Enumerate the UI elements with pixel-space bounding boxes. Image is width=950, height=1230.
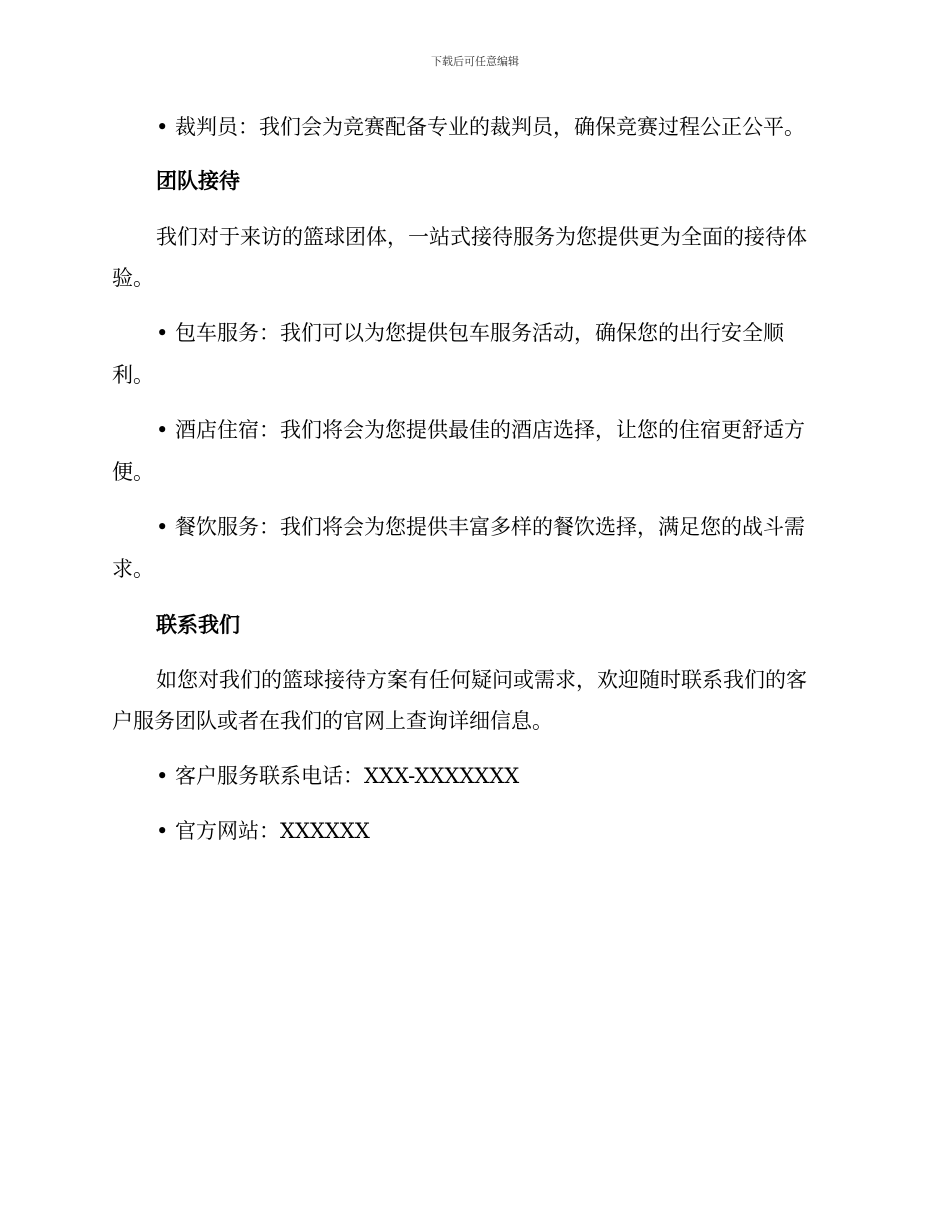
hotel-item-line1: • 酒店住宿：我们将会为您提供最佳的酒店选择，让您的住宿更舒适方 bbox=[156, 418, 806, 442]
charter-service-item-line2: 利。 bbox=[112, 363, 154, 387]
page-header: 下载后可任意编辑 bbox=[431, 55, 519, 68]
referee-item: • 裁判员：我们会为竞赛配备专业的裁判员，确保竞赛过程公正公平。 bbox=[156, 115, 806, 139]
team-reception-intro-line1: 我们对于来访的篮球团体，一站式接待服务为您提供更为全面的接待体 bbox=[156, 225, 807, 249]
team-reception-heading: 团队接待 bbox=[156, 168, 240, 193]
contact-phone-item: • 客户服务联系电话：XXX-XXXXXXX bbox=[156, 764, 520, 788]
contact-intro-line2: 户服务团队或者在我们的官网上查询详细信息。 bbox=[112, 709, 553, 733]
team-reception-intro-line2: 验。 bbox=[112, 266, 154, 290]
contact-intro-line1: 如您对我们的篮球接待方案有任何疑问或需求，欢迎随时联系我们的客 bbox=[156, 668, 807, 692]
hotel-item-line2: 便。 bbox=[112, 460, 154, 484]
charter-service-item-line1: • 包车服务：我们可以为您提供包车服务活动，确保您的出行安全顺 bbox=[156, 321, 785, 345]
contact-website-item: • 官方网站：XXXXXX bbox=[156, 819, 370, 843]
catering-item-line2: 求。 bbox=[112, 557, 154, 581]
contact-heading: 联系我们 bbox=[156, 612, 240, 637]
catering-item-line1: • 餐饮服务：我们将会为您提供丰富多样的餐饮选择，满足您的战斗需 bbox=[156, 515, 806, 539]
